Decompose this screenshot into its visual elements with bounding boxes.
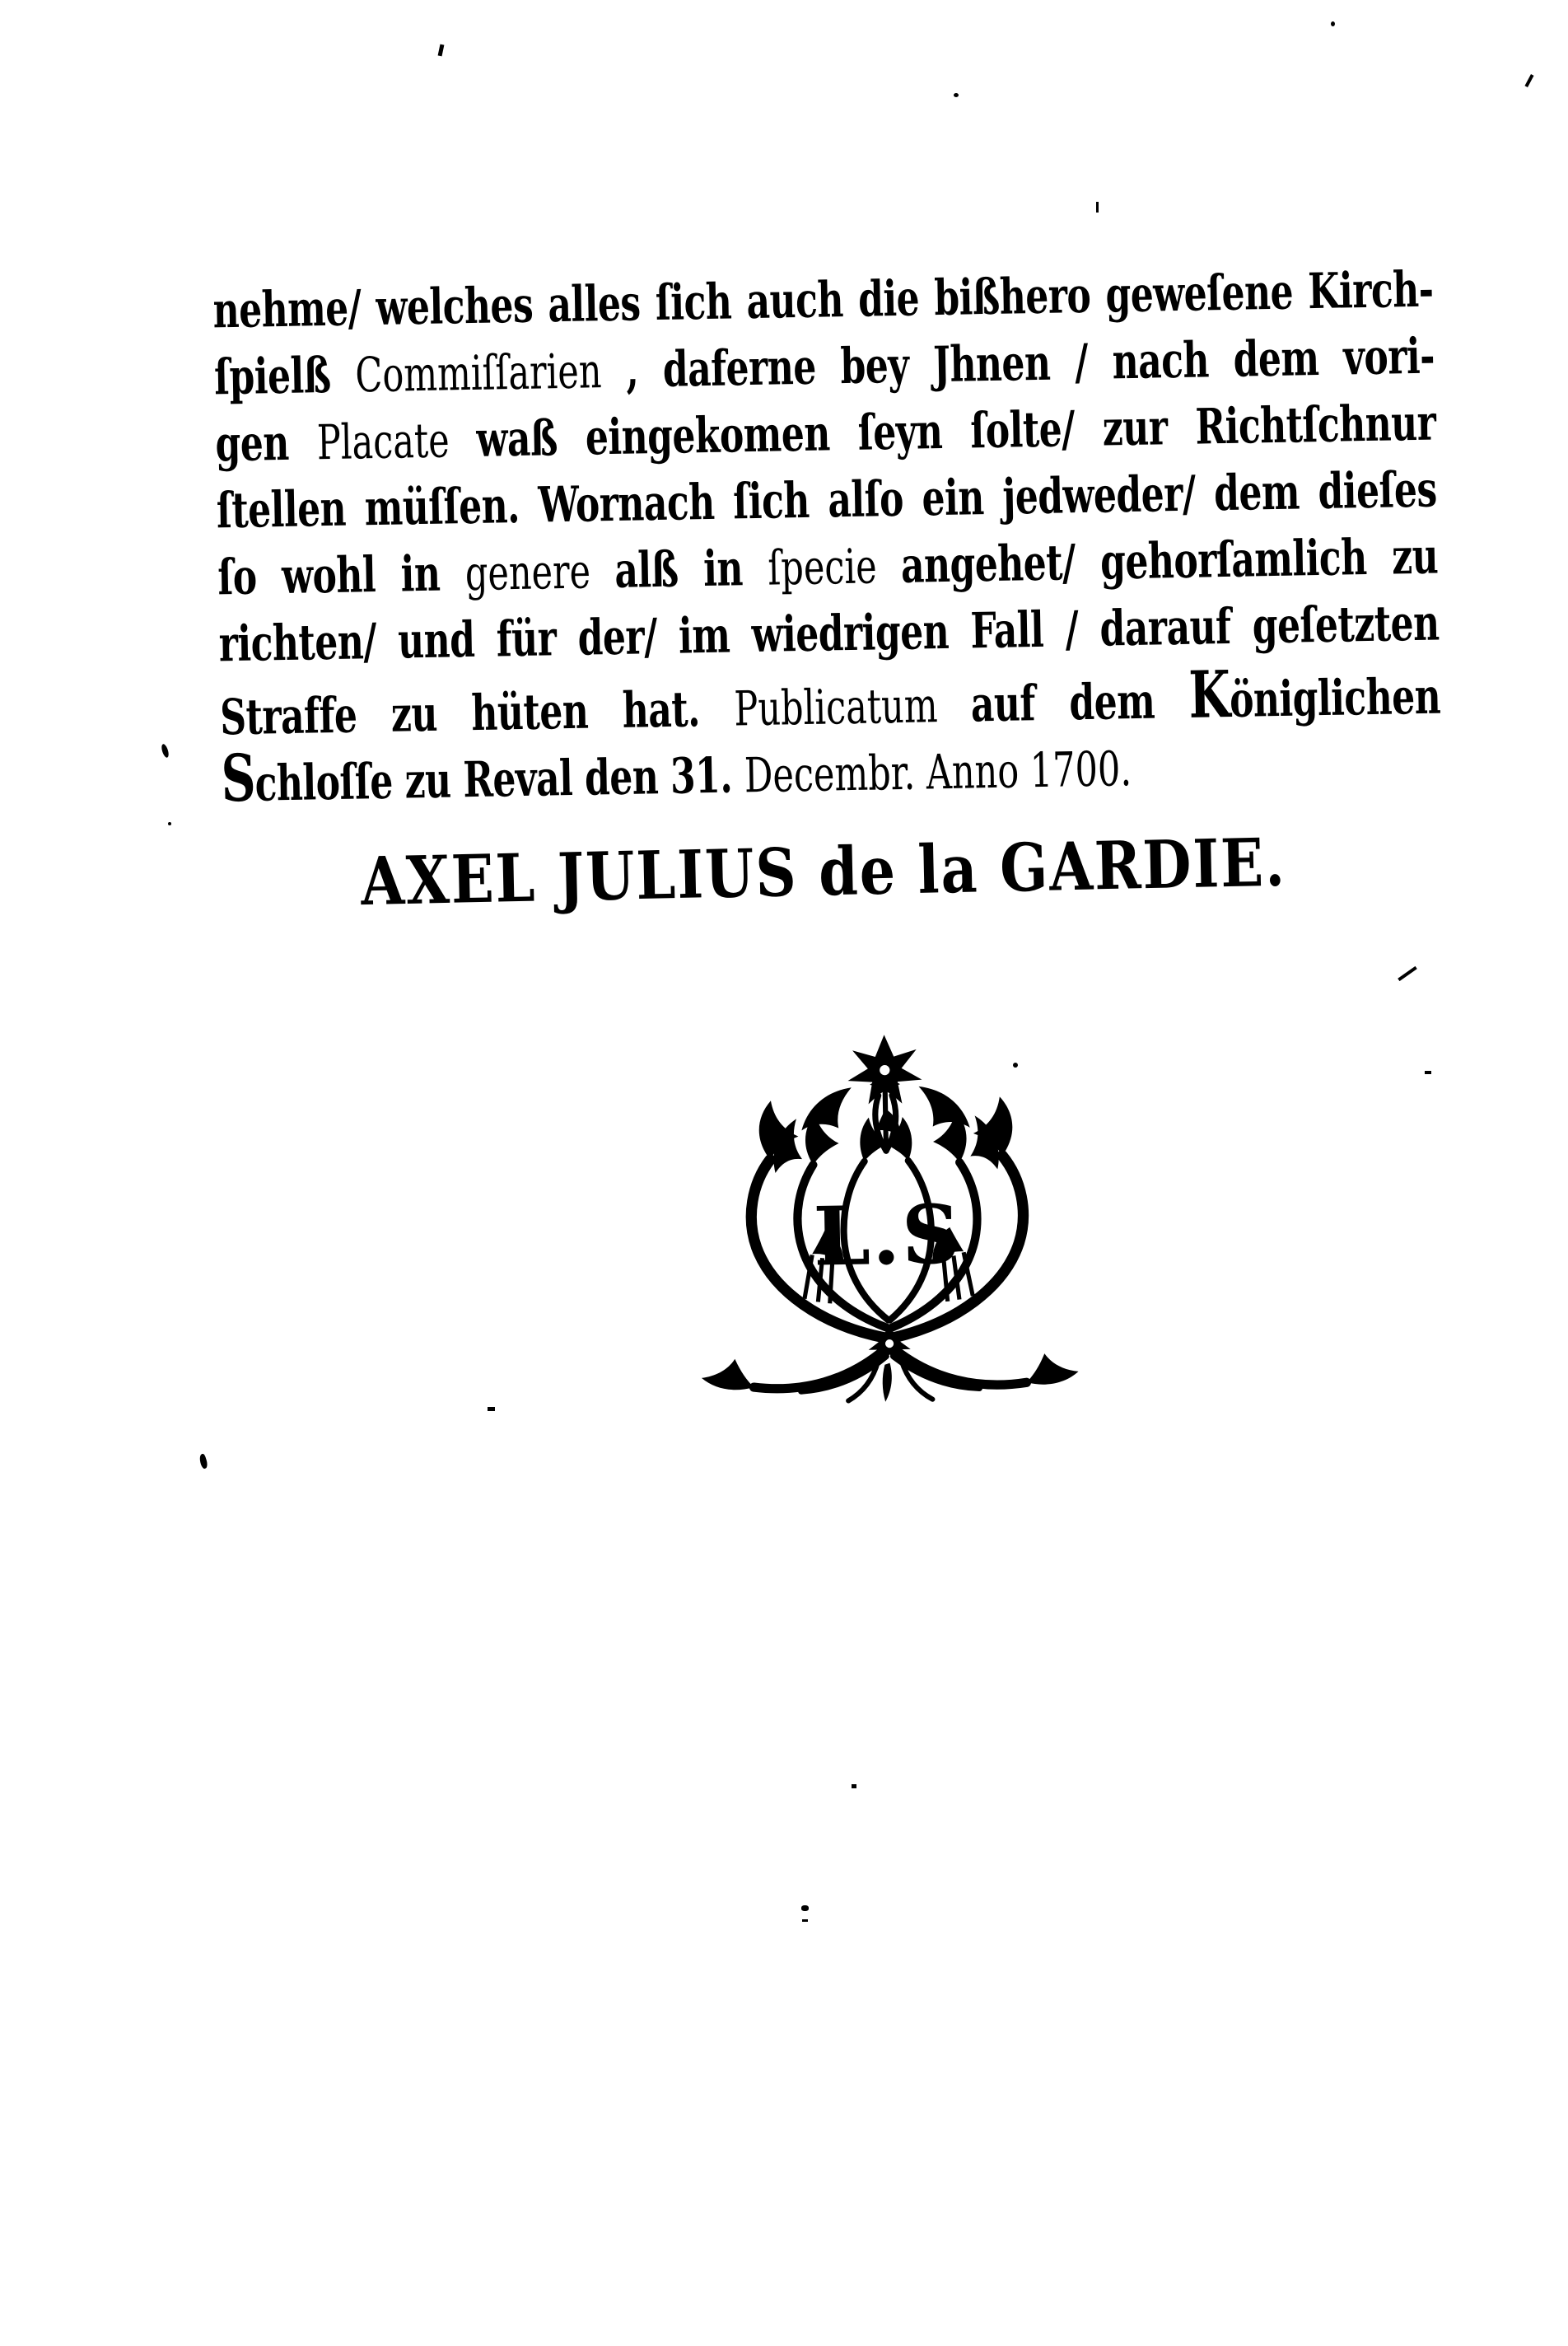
ink-speck xyxy=(852,1784,856,1788)
text-segment-fraktur: ſpielß xyxy=(213,347,357,407)
text-segment-fraktur: chloſſe zu Reval den 31. xyxy=(254,747,745,813)
ink-speck xyxy=(438,44,445,57)
text-segment-fraktur: Straffe zu hüten hat. xyxy=(219,680,735,747)
ink-speck xyxy=(1425,1071,1431,1074)
ink-speck xyxy=(1398,966,1417,981)
text-segment-fraktur: gen xyxy=(214,414,318,474)
seal-ornament xyxy=(672,1025,1103,1419)
text-segment-initial: K xyxy=(1188,657,1230,733)
text-segment-antiqua: Commiſſarien xyxy=(354,343,603,404)
ink-speck xyxy=(168,822,171,825)
ink-speck xyxy=(1013,1063,1018,1068)
text-segment-antiqua: ſpecie xyxy=(767,539,902,597)
text-segment-fraktur: ſo wohl in xyxy=(217,545,466,607)
text-segment-fraktur: waß eingekomen ſeyn ſolte/ zur Richtſchnur xyxy=(475,395,1436,469)
ink-speck xyxy=(1331,21,1335,26)
ink-speck xyxy=(160,743,170,758)
text-segment-fraktur: ſtellen müſſen. Wornach ſich alſo ein jedweder/ dem dieſes xyxy=(216,461,1438,540)
seal-vignette-svg xyxy=(672,1025,1103,1419)
seal-monogram: L.S xyxy=(812,1187,963,1285)
ink-speck xyxy=(1524,74,1533,87)
ink-speck xyxy=(488,1407,495,1411)
ink-speck xyxy=(801,1905,809,1911)
signature-line: AXEL JULIUS de la GARDIE. xyxy=(360,824,1287,922)
ink-speck xyxy=(802,1919,808,1922)
text-segment-antiqua: genere xyxy=(464,544,616,602)
text-segment-fraktur: öniglichen xyxy=(1229,668,1441,729)
text-segment-fraktur: richten/ und für der/ im wiedrigen Fall / darauf geſetzten xyxy=(218,595,1440,674)
text-segment-initial: S xyxy=(220,740,256,817)
text-segment-fraktur: angehet/ gehorſamlich zu xyxy=(900,528,1439,595)
ink-speck xyxy=(954,93,959,97)
text-segment-antiqua: Decembr. Anno 1700. xyxy=(744,741,1132,805)
text-segment-antiqua: Publicatum xyxy=(733,677,972,738)
text-segment-fraktur: nehme/ welches alles ſich auch die bißhero geweſene Kirch- xyxy=(212,261,1435,340)
text-segment-fraktur: alß in xyxy=(614,540,769,600)
body-text xyxy=(212,257,1442,817)
text-segment-fraktur: auf dem xyxy=(970,672,1190,734)
ink-speck xyxy=(1096,202,1099,213)
text-segment-fraktur: , daferne bey Jhnen / nach dem vori- xyxy=(600,328,1435,400)
text-segment-antiqua: Placate xyxy=(316,413,478,472)
ink-speck xyxy=(198,1453,208,1470)
